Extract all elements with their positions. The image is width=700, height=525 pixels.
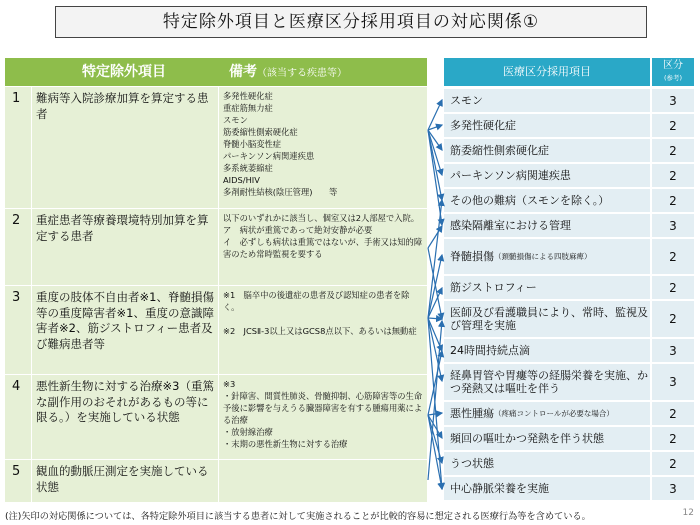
- care-item: うつ状態: [444, 452, 650, 475]
- arrow: [428, 130, 442, 225]
- left-table-header: [5, 58, 427, 86]
- arrow: [428, 415, 442, 438]
- arrow: [428, 130, 442, 150]
- category-header: [652, 58, 694, 86]
- arrow: [428, 415, 442, 489]
- row-number: 4: [5, 375, 31, 459]
- care-category: 2: [652, 452, 694, 475]
- care-category: 3: [652, 89, 694, 112]
- care-item: 中心静脈栄養を実施: [444, 477, 650, 500]
- row-item: 悪性新生物に対する治療※3（重篤な副作用のおそれがあるもの等に限る。）を実施している状態: [32, 375, 218, 459]
- care-category: 2: [652, 114, 694, 137]
- care-category: 3: [652, 364, 694, 400]
- arrow: [428, 226, 442, 248]
- arrow: [428, 255, 442, 318]
- exclusion-row: [5, 87, 427, 208]
- care-item: 頻回の嘔吐かつ発熱を伴う状態: [444, 427, 650, 450]
- care-category: 2: [652, 189, 694, 212]
- row-note: [219, 460, 427, 502]
- care-item: 脊髄損傷 （頚髄損傷による四肢麻痺）: [444, 239, 650, 274]
- row-number: 1: [5, 87, 31, 208]
- arrow: [428, 318, 442, 319]
- care-category: 2: [652, 276, 694, 299]
- arrow: [428, 130, 442, 200]
- care-category: 2: [652, 239, 694, 274]
- arrow: [428, 413, 442, 415]
- care-item: 感染隔離室における管理: [444, 214, 650, 237]
- row-note: 多発性硬化症 重症筋無力症 スモン 筋委縮性側索硬化症 脊髄小脳変性症 パーキンソン病関連疾患 多系統萎縮症 AIDS/HIV 多剤耐性結核(陰圧管理) 等: [219, 87, 427, 208]
- arrow: [428, 100, 442, 130]
- care-category: 2: [652, 164, 694, 187]
- arrow: [428, 125, 442, 130]
- category-header-main: 区分: [663, 60, 683, 71]
- category-header-sub: (参考): [663, 74, 683, 82]
- row-number: 2: [5, 209, 31, 285]
- header-remarks-sub: （該当する疾患等）: [257, 68, 347, 79]
- row-note: ※1 脳卒中の後遺症の患者及び認知症の患者を除く。 ※2 JCSⅡ-3以上又はGCS8点以下、あるいは無動症: [219, 286, 427, 374]
- row-item: 重症患者等療養環境特別加算を算定する患者: [32, 209, 218, 285]
- care-category: 2: [652, 301, 694, 337]
- header-remarks-main: 備考: [229, 64, 257, 80]
- arrow: [428, 200, 442, 318]
- arrow: [428, 351, 442, 415]
- care-category: 2: [652, 427, 694, 450]
- arrow: [428, 415, 442, 463]
- right-table-header: 医療区分採用項目: [444, 58, 650, 86]
- footnote: (注)矢印の対応関係については、各特定除外項目に該当する患者に対して実施されることが比較的容易に想定される医療行為等を含めている。: [5, 511, 591, 522]
- care-item: 医師及び看護職員により、常時、監視及び管理を実施: [444, 301, 650, 337]
- row-number: 3: [5, 286, 31, 374]
- care-category: 3: [652, 214, 694, 237]
- care-item: 24時間持続点滴: [444, 339, 650, 362]
- page-number: 12: [682, 508, 694, 518]
- exclusion-row: [5, 286, 427, 374]
- exclusion-row: [5, 209, 427, 285]
- care-item: 筋委縮性側索硬化症: [444, 139, 650, 162]
- care-item: 悪性腫瘍 （疼痛コントロールが必要な場合）: [444, 402, 650, 425]
- row-item: 難病等入院診療加算を算定する患者: [32, 87, 218, 208]
- arrow: [428, 318, 442, 351]
- exclusion-row: [5, 460, 427, 502]
- row-note: 以下のいずれかに該当し、個室又は2人部屋で入院。 ア 病状が重篤であって絶対安静が必要 イ 必ずしも病状は重篤ではないが、手術又は知的障害のため常時監視を要する: [219, 209, 427, 285]
- arrow: [428, 130, 442, 175]
- row-note: ※3 ・針障害、間質性肺炎、骨髄抑制、心筋障害等の生命予後に影響を与えうる臓器障害を有する腫瘍用薬による治療 ・放射線治療 ・末期の悪性新生物に対する治療: [219, 375, 427, 459]
- arrow: [428, 318, 442, 381]
- care-item: その他の難病（スモンを除く。）: [444, 189, 650, 212]
- row-item: 観血的動脈圧測定を実施している状態: [32, 460, 218, 502]
- care-item: パーキンソン病関連疾患: [444, 164, 650, 187]
- care-item: 経鼻胃管や胃瘻等の経腸栄養を実施、かつ発熱又は嘔吐を伴う: [444, 364, 650, 400]
- care-category: 2: [652, 402, 694, 425]
- care-item: スモン: [444, 89, 650, 112]
- row-item: 重度の肢体不自由者※1、脊髄損傷等の重度障害者※1、重度の意識障害者※2、筋ジストロフィー患者及び難病患者等: [32, 286, 218, 374]
- arrow: [428, 288, 442, 318]
- row-number: 5: [5, 460, 31, 502]
- care-category: 3: [652, 477, 694, 500]
- care-item: 多発性硬化症: [444, 114, 650, 137]
- arrow: [428, 248, 442, 319]
- care-item: 筋ジストロフィー: [444, 276, 650, 299]
- care-category: 2: [652, 139, 694, 162]
- page-title: 特定除外項目と医療区分採用項目の対応関係①: [55, 6, 647, 38]
- header-remarks: [219, 58, 419, 86]
- arrow: [428, 321, 442, 480]
- arrow: [428, 318, 442, 489]
- care-category: 3: [652, 339, 694, 362]
- header-exclusion-items: 特定除外項目: [82, 64, 166, 80]
- exclusion-row: [5, 375, 427, 459]
